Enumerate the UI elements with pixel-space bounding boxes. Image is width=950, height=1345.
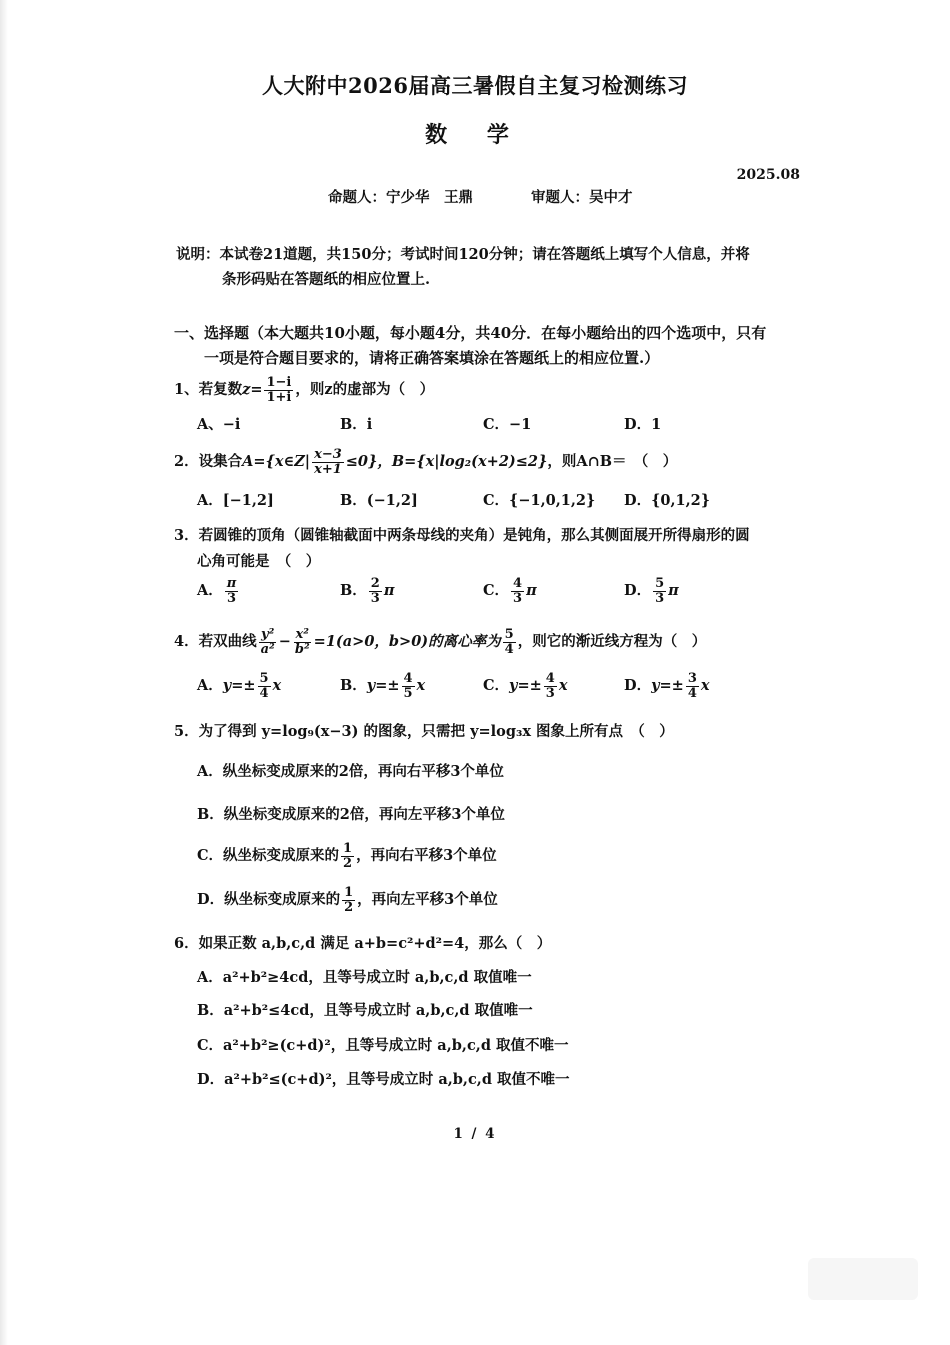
- q3-a-frac: [225, 577, 239, 605]
- q2-option-b: B．(−1,2]: [340, 492, 418, 509]
- q3-a-num: π: [226, 576, 237, 591]
- q6-option-d: D．a²+b²≤(c+d)²，且等号成立时 a,b,c,d 取值不唯一: [197, 1071, 570, 1088]
- q4-ecc-frac: [503, 628, 516, 656]
- q4-c-label: C．: [483, 677, 510, 695]
- q4-option-d: [624, 672, 710, 700]
- q2-option-d: D．{0,1,2}: [624, 492, 711, 509]
- q2-option-c: C．{−1,0,1,2}: [483, 492, 596, 509]
- q2-den: x+1: [314, 461, 342, 477]
- q4-a-pre: y=±: [222, 677, 256, 695]
- q3-option-a: [197, 577, 240, 605]
- q5-option-c: [197, 842, 497, 870]
- q4-b-pre: y=±: [366, 677, 400, 695]
- question-2-stem: [174, 448, 677, 476]
- q4-ecc-den: 4: [504, 641, 514, 657]
- q4-b-frac: [402, 672, 415, 700]
- q2-num: x−3: [314, 447, 342, 462]
- q3-d-tail: π: [668, 582, 679, 600]
- q3-b-den: 3: [370, 590, 380, 606]
- q5-c-post: ，再向右平移3个单位: [356, 847, 497, 865]
- q6-option-c: C．a²+b²≥(c+d)²，且等号成立时 a,b,c,d 取值不唯一: [197, 1037, 569, 1054]
- q4-d-den: 4: [687, 685, 697, 701]
- q5-c-num: 1: [343, 841, 353, 856]
- q4-d-label: D．: [624, 677, 652, 695]
- q3-b-tail: π: [383, 582, 395, 600]
- q6-option-b: B．a²+b²≤4cd，且等号成立时 a,b,c,d 取值唯一: [197, 1002, 533, 1019]
- q4-option-c: [483, 672, 567, 700]
- exam-title: 人大附中2026届高三暑假自主复习检测练习: [262, 73, 688, 98]
- q3-c-den: 3: [513, 590, 523, 606]
- q1-option-a: A、−i: [197, 416, 241, 433]
- q4-c-pre: y=±: [509, 677, 542, 695]
- q2-set-a-end: ≤0}，: [345, 453, 392, 471]
- q3-option-b: [340, 577, 394, 605]
- q4-condition: =1(a>0，b>0)的离心率为: [313, 633, 501, 651]
- q4-c-tail: x: [558, 677, 568, 695]
- instructions-line-2: 条形码贴在答题纸的相应位置上.: [222, 271, 431, 288]
- q4-num-2: x²: [295, 627, 309, 642]
- q1-option-b: B．i: [340, 416, 373, 433]
- q4-frac-1: [259, 628, 277, 656]
- q4-ecc-num: 5: [504, 627, 514, 642]
- q4-d-pre: y=±: [651, 677, 684, 695]
- q5-option-a: A．纵坐标变成原来的2倍，再向右平移3个单位: [197, 763, 504, 780]
- q3-option-c: [483, 577, 537, 605]
- q4-b-den: 5: [403, 685, 413, 701]
- question-1-stem: [174, 376, 434, 404]
- subject-title: 数 学: [425, 122, 525, 148]
- section-heading-line-1: 一、选择题（本大题共10小题，每小题4分，共40分．在每小题给出的四个选项中，只有: [174, 324, 767, 342]
- q4-b-label: B．: [340, 677, 367, 695]
- scan-edge-shadow: [0, 0, 8, 1345]
- q5-option-b: B．纵坐标变成原来的2倍，再向左平移3个单位: [197, 806, 505, 823]
- q3-b-label: B．: [340, 582, 367, 600]
- q1-eq: =: [250, 381, 263, 399]
- q3-b-num: 2: [370, 576, 380, 591]
- q4-c-frac: [544, 672, 557, 700]
- q4-b-tail: x: [416, 677, 426, 695]
- q5-d-num: 1: [344, 885, 354, 900]
- q5-d-post: ，再向左平移3个单位: [357, 891, 498, 909]
- q4-suffix: ，则它的渐近线方程为（ ）: [517, 633, 707, 651]
- q4-d-frac: [686, 672, 699, 700]
- q5-d-pre: D．纵坐标变成原来的: [197, 891, 341, 909]
- q3-d-num: 5: [655, 576, 665, 591]
- q4-minus: −: [278, 633, 291, 651]
- q5-d-frac: [342, 886, 355, 914]
- page-number: 1 / 4: [453, 1126, 497, 1142]
- q1-option-c: C．−1: [483, 416, 532, 433]
- q4-den-2: b²: [294, 641, 310, 657]
- authors-line: 命题人：宁少华 王鼎 审题人：吴中才: [328, 189, 633, 206]
- q1-fraction: [264, 376, 293, 404]
- q5-d-den: 2: [344, 899, 354, 915]
- q4-c-den: 3: [545, 685, 555, 701]
- q3-option-d: [624, 577, 679, 605]
- q1-num: 1−i: [266, 375, 292, 390]
- q3-c-num: 4: [513, 576, 523, 591]
- q3-a-den: 3: [227, 590, 237, 606]
- q4-a-frac: [258, 672, 271, 700]
- section-heading-line-2: 一项是符合题目要求的，请将正确答案填涂在答题纸上的相应位置.）: [204, 349, 660, 367]
- question-3-line-2: 心角可能是 （ ）: [197, 553, 321, 570]
- q1-suffix: ，则z的虚部为（ ）: [295, 381, 435, 399]
- question-6-stem: 6．如果正数 a,b,c,d 满足 a+b=c²+d²=4，那么（ ）: [174, 935, 552, 952]
- instructions-line-1: 说明：本试卷21道题，共150分；考试时间120分钟；请在答题纸上填写个人信息，并将: [176, 246, 750, 263]
- q4-a-num: 5: [259, 671, 269, 686]
- q4-option-b: [340, 672, 425, 700]
- q1-den: 1+i: [266, 389, 292, 405]
- q5-option-d: [197, 886, 498, 914]
- question-4-stem: [174, 628, 706, 656]
- q2-set-b: B={x|log₂(x+2)≤2}: [391, 453, 548, 471]
- q3-c-label: C．: [483, 582, 510, 600]
- q3-a-label: A．: [197, 582, 223, 600]
- question-3-line-1: 3．若圆锥的顶角（圆锥轴截面中两条母线的夹角）是钝角，那么其侧面展开所得扇形的圆: [174, 527, 750, 544]
- q2-prefix: 2．设集合: [174, 453, 243, 471]
- q4-b-num: 4: [403, 671, 413, 686]
- q4-den-1: a²: [260, 641, 275, 657]
- q4-a-den: 4: [259, 685, 269, 701]
- q3-d-frac: [653, 577, 666, 605]
- q4-a-tail: x: [272, 677, 282, 695]
- q5-c-pre: C．纵坐标变成原来的: [197, 847, 340, 865]
- q3-c-tail: π: [526, 582, 537, 600]
- q2-fraction: [312, 448, 344, 476]
- q3-d-label: D．: [624, 582, 652, 600]
- q5-c-den: 2: [343, 855, 353, 871]
- q4-option-a: [197, 672, 281, 700]
- q2-set-a: A={x∈Z|: [242, 453, 311, 471]
- q1-var: z: [242, 381, 251, 399]
- q2-option-a: A．[−1,2]: [197, 492, 274, 509]
- q4-frac-2: [293, 628, 312, 656]
- question-5-stem: 5．为了得到 y=log₉(x−3) 的图象，只需把 y=log₃x 图象上所有点 （ ）: [174, 723, 674, 740]
- q5-c-frac: [341, 842, 354, 870]
- q3-c-frac: [511, 577, 524, 605]
- scan-smudge: [808, 1258, 918, 1300]
- q3-b-frac: [369, 577, 382, 605]
- q2-suffix: ，则A∩B＝ （ ）: [547, 453, 678, 471]
- exam-date: 2025.08: [736, 167, 800, 183]
- q4-a-label: A．: [197, 677, 223, 695]
- q3-d-den: 3: [655, 590, 665, 606]
- q1-option-d: D．1: [624, 416, 662, 433]
- q4-prefix: 4．若双曲线: [174, 633, 257, 651]
- q4-d-num: 3: [687, 671, 697, 686]
- q4-d-tail: x: [700, 677, 710, 695]
- q4-c-num: 4: [545, 671, 555, 686]
- q6-option-a: A．a²+b²≥4cd，且等号成立时 a,b,c,d 取值唯一: [197, 969, 532, 986]
- q1-prefix: 1、若复数: [174, 381, 243, 399]
- q4-num-1: y²: [261, 627, 275, 642]
